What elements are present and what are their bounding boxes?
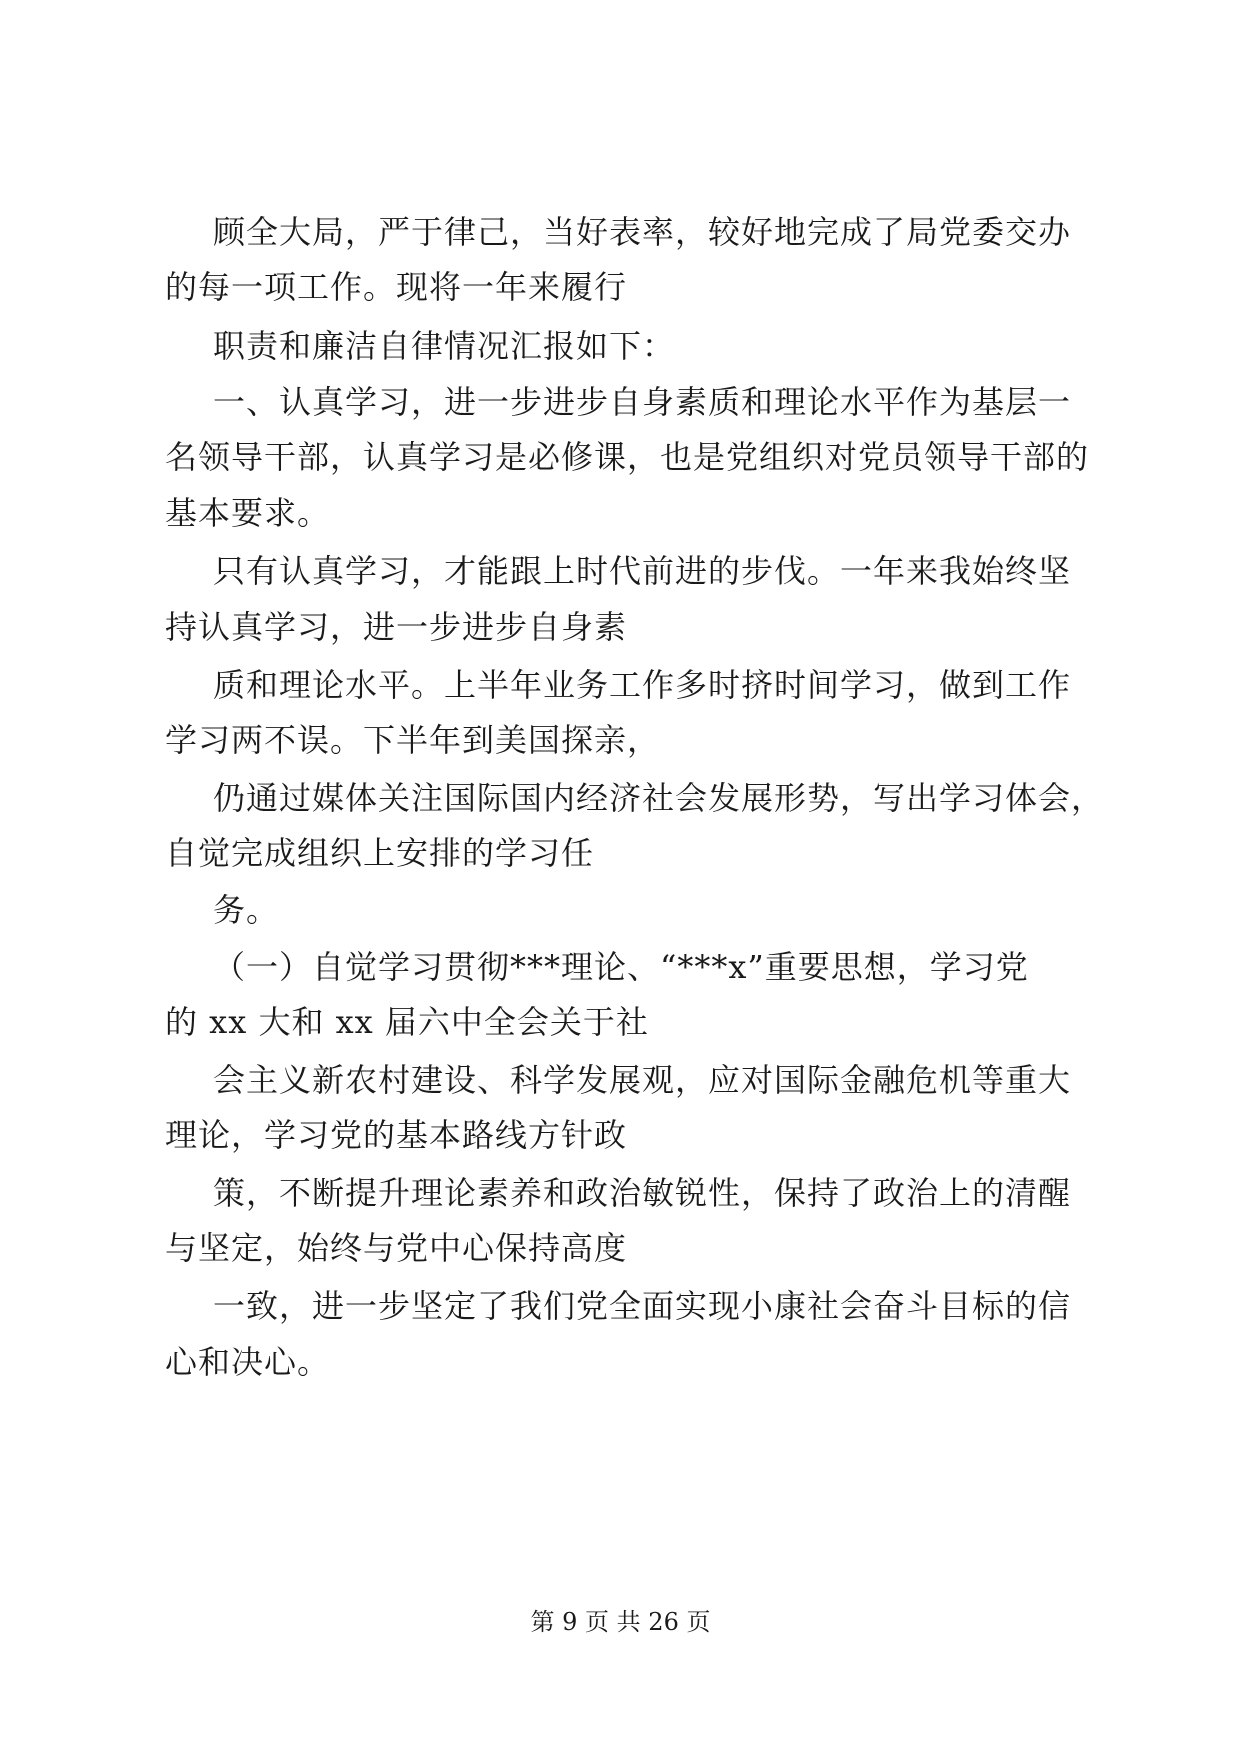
text-line: 一致，进一步坚定了我们党全面实现小康社会奋斗目标的信 <box>213 1287 1072 1325</box>
text-line: 质和理论水平。上半年业务工作多时挤时间学习，做到工作 <box>213 666 1072 704</box>
text-line: 心和决心。 <box>165 1343 331 1381</box>
text-line: 只有认真学习，才能跟上时代前进的步伐。一年来我始终坚 <box>213 552 1072 590</box>
text-line: 学习两不误。下半年到美国探亲， <box>165 721 661 759</box>
text-line: 一、认真学习，进一步进步自身素质和理论水平作为基层一 <box>213 383 1072 421</box>
text-line: 职责和廉洁自律情况汇报如下： <box>213 327 676 365</box>
text-line: 基本要求。 <box>165 494 331 532</box>
text-line: 持认真学习，进一步进步自身素 <box>165 608 628 646</box>
text-line: 名领导干部，认真学习是必修课，也是党组织对党员领导干部的 <box>165 438 1090 476</box>
text-line: 理论，学习党的基本路线方针政 <box>165 1116 628 1154</box>
page-number-footer: 第 9 页 共 26 页 <box>530 1608 711 1636</box>
text-line: 的 xx 大和 xx 届六中全会关于社 <box>165 1003 649 1041</box>
text-line: 的每一项工作。现将一年来履行 <box>165 268 628 306</box>
text-line: 策，不断提升理论素养和政治敏锐性，保持了政治上的清醒 <box>213 1174 1072 1212</box>
text-line: 顾全大局，严于律己，当好表率，较好地完成了局党委交办 <box>213 213 1072 251</box>
text-line: 会主义新农村建设、科学发展观，应对国际金融危机等重大 <box>213 1061 1072 1099</box>
text-line: （一）自觉学习贯彻***理论、“***x”重要思想，学习党 <box>213 948 1029 986</box>
text-line: 自觉完成组织上安排的学习任 <box>165 834 595 872</box>
text-line: 与坚定，始终与党中心保持高度 <box>165 1229 628 1267</box>
text-line: 务。 <box>213 891 280 929</box>
text-line: 仍通过媒体关注国际国内经济社会发展形势，写出学习体会， <box>213 779 1105 817</box>
